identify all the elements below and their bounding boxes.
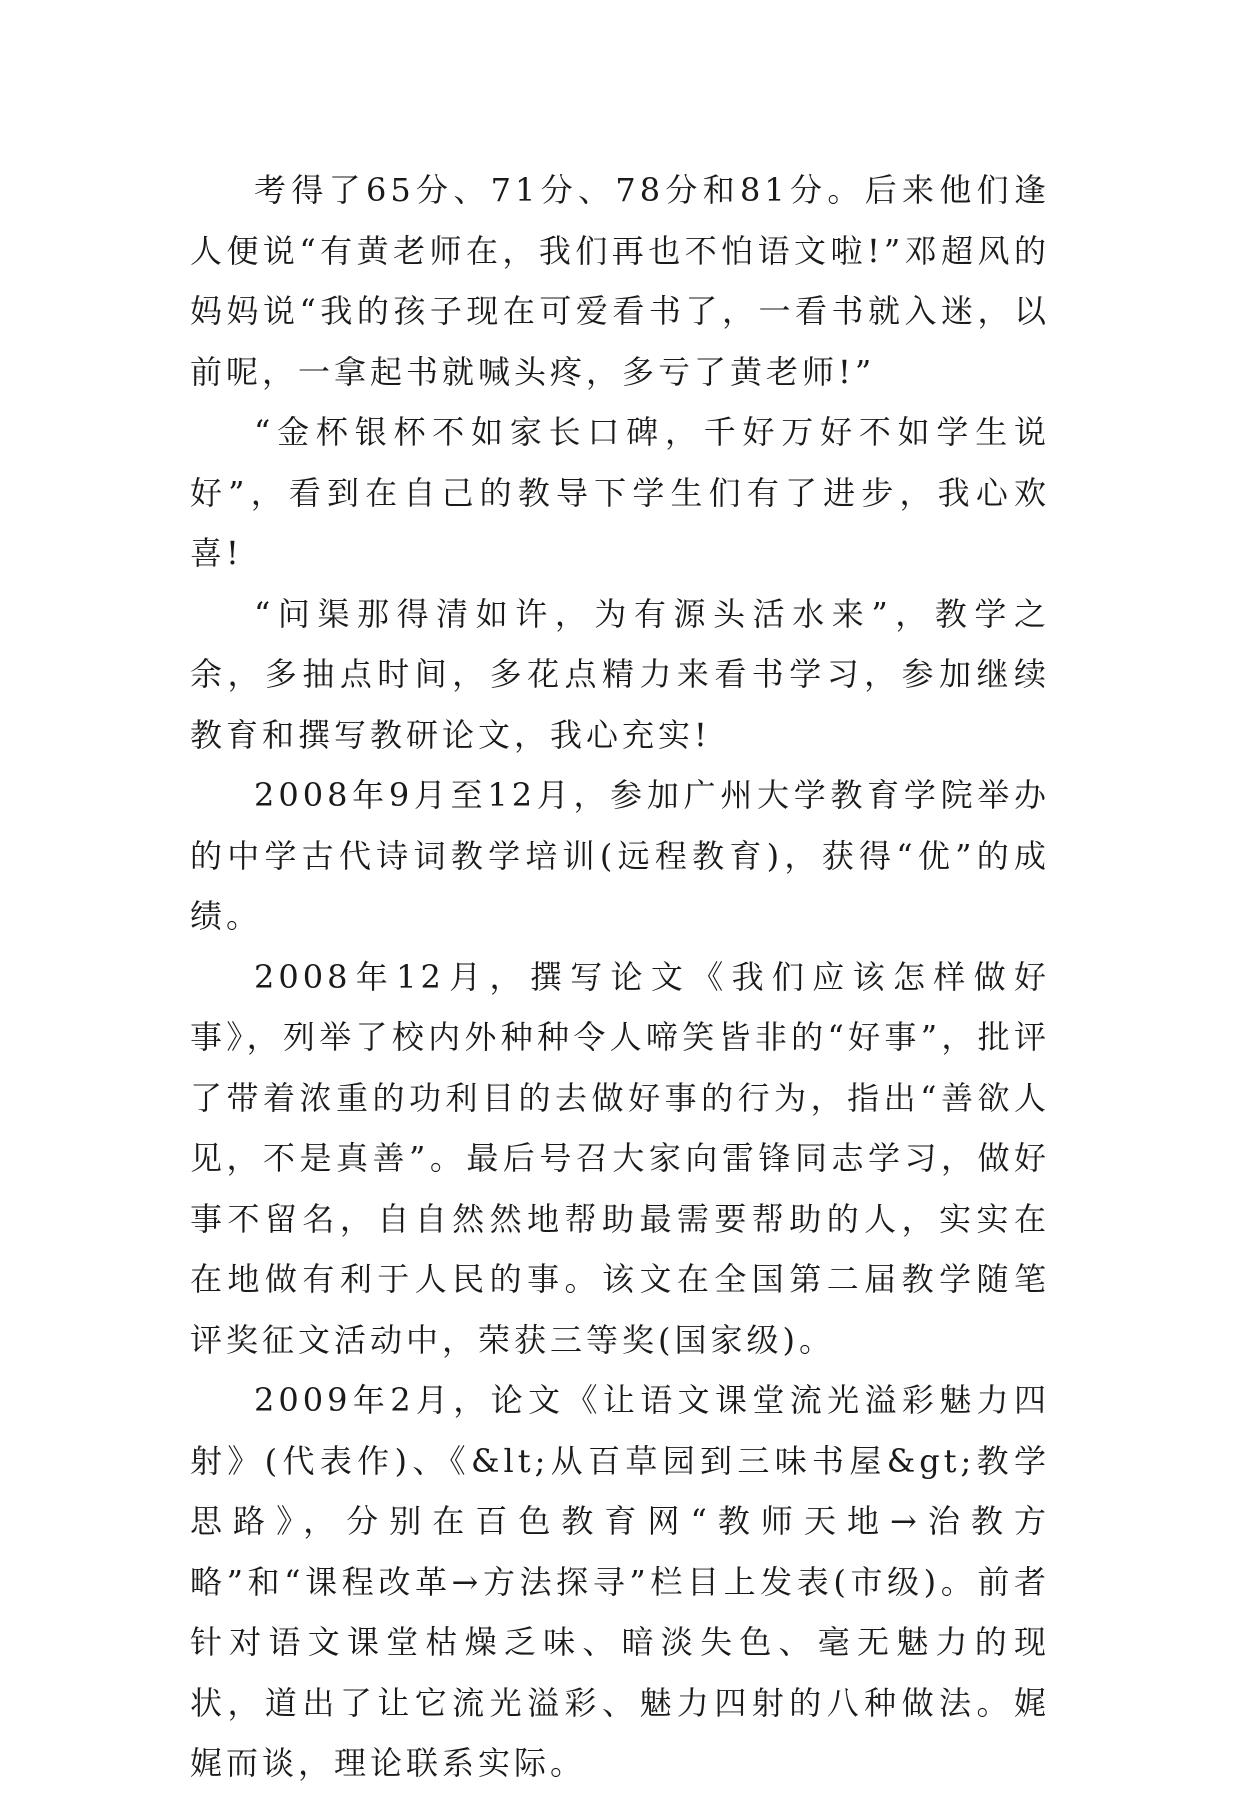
paragraph-4: 2008年9月至12月，参加广州大学教育学院举办的中学古代诗词教学培训(远程教育)，获得“优”的成绩。 <box>190 776 1050 935</box>
paragraph-6: 2009年2月，论文《让语文课堂流光溢彩魅力四射》(代表作)、《&lt;从百草园到三味书屋&gt;教学思路》，分别在百色教育网“教师天地→治教方略”和“课程改革→方法探寻”栏目上发表(市级)。前者针对语文课堂枯燥乏味、暗淡失色、毫无魅力的现状，道出了让它流光溢彩、魅力四射的八种做法。娓娓而谈，理论联系实际。 <box>190 1381 1050 1782</box>
paragraph-2: “金杯银杯不如家长口碑，千好万好不如学生说好”，看到在自己的教导下学生们有了进步，我心欢喜! <box>190 413 1050 572</box>
document-body <box>190 160 1050 1794</box>
paragraph-1: 考得了65分、71分、78分和81分。后来他们逢人便说“有黄老师在，我们再也不怕语文啦!”邓超风的妈妈说“我的孩子现在可爱看书了，一看书就入迷，以前呢，一拿起书就喊头疼，多亏了黄老师!” <box>190 171 1050 391</box>
paragraph-5: 2008年12月，撰写论文《我们应该怎样做好事》，列举了校内外种种令人啼笑皆非的“好事”，批评了带着浓重的功利目的去做好事的行为，指出“善欲人见，不是真善”。最后号召大家向雷锋同志学习，做好事不留名，自自然然地帮助最需要帮助的人，实实在在地做有利于人民的事。该文在全国第二届教学随笔评奖征文活动中，荣获三等奖(国家级)。 <box>190 957 1050 1359</box>
paragraph-3: “问渠那得清如许，为有源头活水来”，教学之余，多抽点时间，多花点精力来看书学习，参加继续教育和撰写教研论文，我心充实! <box>190 594 1050 754</box>
